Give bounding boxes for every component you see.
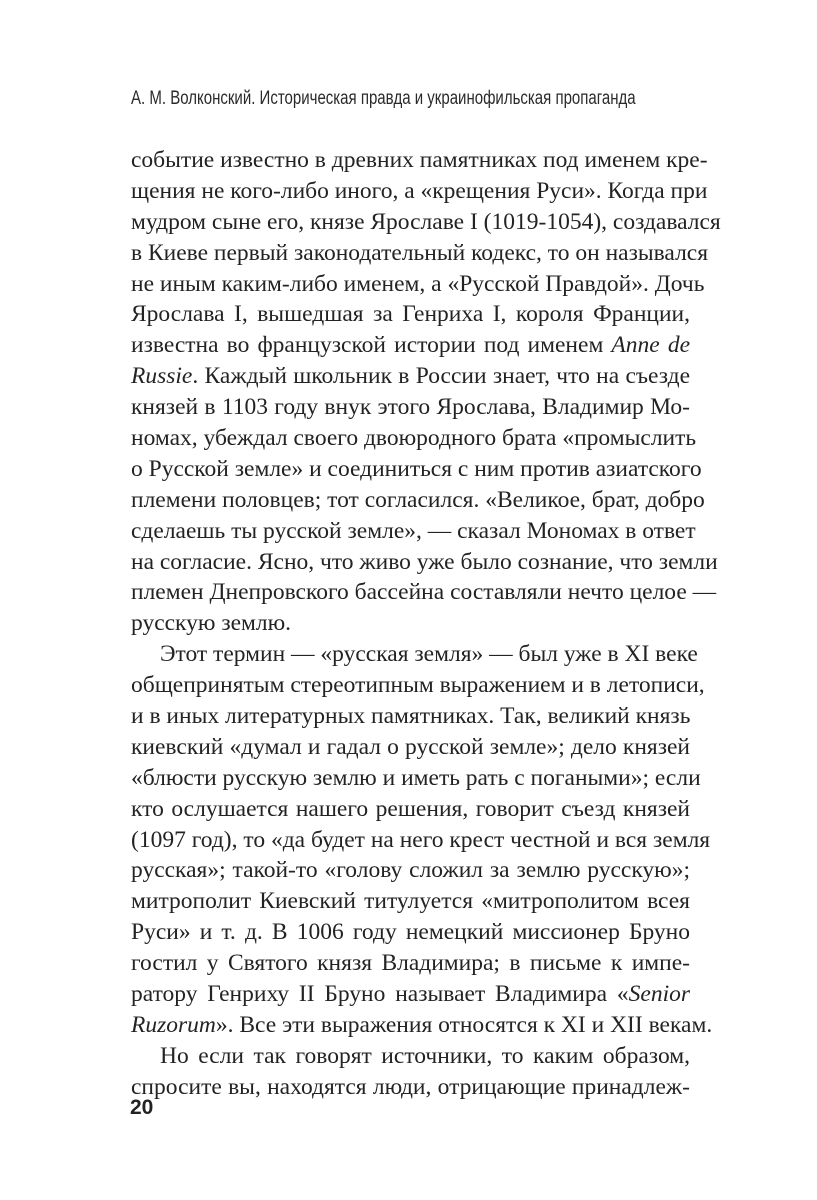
text-line: на согласие. Ясно, что живо уже было сознание, что земли: [131, 548, 718, 575]
text-line: [131, 1010, 713, 1041]
italic-phrase: Ruzorum: [131, 1011, 216, 1038]
text-line: митрополит Киевский титулуется «митрополитом всея: [131, 888, 690, 915]
text-line: Ярослава I, вышедшая за Генриха I, короля Франции,: [131, 301, 690, 328]
text-line: кто ослушается нашего решения, говорит съезд князей: [131, 795, 690, 822]
text-line: о Русской земле» и соединиться с ним против азиатского: [131, 455, 702, 482]
text-line: спросите вы, находятся люди, отрицающие принадлеж-: [131, 1073, 690, 1100]
italic-phrase: Anne de: [611, 332, 690, 359]
text-line: (1097 год), то «да будет на него крест честной и вся земля: [131, 826, 711, 853]
running-header: А. М. Волконский. Историческая правда и украинофильская пропаганда: [131, 88, 636, 109]
text-line: [131, 361, 690, 392]
text-line: «блюсти русскую землю и иметь рать с погаными»; если: [131, 764, 701, 791]
italic-phrase: Russie: [131, 363, 193, 390]
text-line: щения не кого-либо иного, а «крещения Руси». Когда при: [131, 177, 708, 204]
text-line: русская»; такой-то «голову сложил за землю русскую»;: [131, 857, 690, 884]
text-line: Руси» и т. д. В 1006 году немецкий миссионер Бруно: [131, 919, 690, 946]
text-line: общепринятым стереотипным выражением и в летописи,: [131, 672, 705, 699]
text-line: мудром сыне его, князе Ярославе I (1019-1054), создавался: [131, 208, 721, 235]
text-line: племени половцев; тот согласился. «Великое, брат, добро: [131, 486, 705, 513]
text-line: номах, убеждал своего двоюродного брата «промыслить: [131, 425, 697, 452]
text-line: Но если так говорят источники, то каким образом,: [160, 1042, 690, 1069]
text-segment: . Каждый школьник в России знает, что на съезде: [192, 363, 690, 390]
text-line: гостил у Святого князя Владимира; в письме к импе-: [131, 950, 690, 977]
text-line: племен Днепровского бассейна составляли нечто целое —: [131, 579, 717, 606]
text-line: событие известно в древних памятниках под именем кре-: [131, 147, 708, 173]
page-number: 20: [130, 1096, 154, 1119]
text-line: Этот термин — «русская земля» — был уже в XI веке: [160, 641, 698, 668]
text-line: сделаешь ты русской земле», — сказал Мономах в ответ: [131, 517, 696, 544]
text-line: не иным каким-либо именем, а «Русской Правдой». Дочь: [131, 270, 705, 297]
text-segment: ». Все эти выражения относятся к XI и XII векам.: [215, 1011, 713, 1038]
page-body-text: [131, 145, 721, 1103]
italic-phrase: Senior: [628, 981, 690, 1008]
text-line: [131, 979, 690, 1010]
text-line: [131, 330, 690, 361]
text-line: и в иных литературных памятниках. Так, великий князь: [131, 703, 691, 730]
text-line: князей в 1103 году внук этого Ярослава, Владимир Мо-: [131, 394, 690, 421]
text-segment: ратору Генриху II Бруно называет Владимира «: [131, 981, 629, 1008]
text-segment: известна во французской истории под именем: [131, 332, 612, 359]
text-line: в Киеве первый законодательный кодекс, то он назывался: [131, 239, 709, 266]
text-line: киевский «думал и гадал о русской земле»; дело князей: [131, 733, 690, 760]
text-line: русскую землю.: [131, 610, 292, 637]
